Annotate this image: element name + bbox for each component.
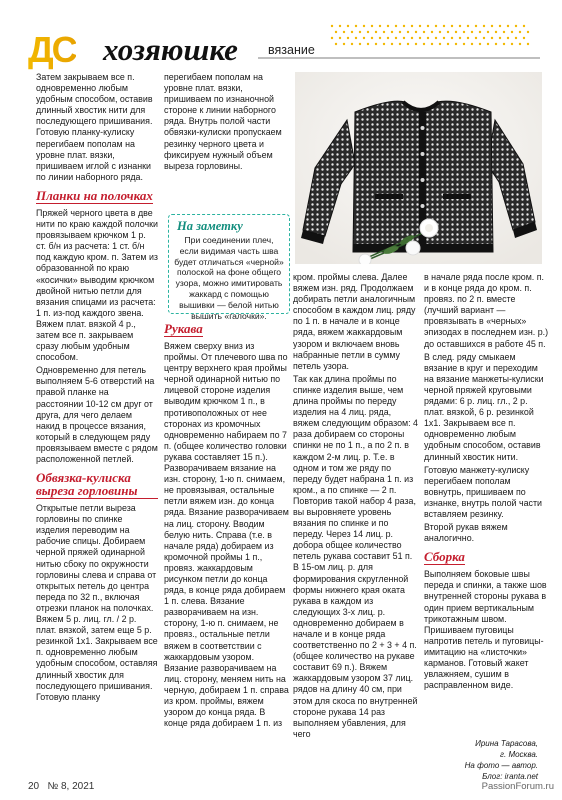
text-column-1 [36,72,158,705]
author-blog: Блог: iranta.net [482,772,538,781]
heading-planki: Планки на полочках [36,187,153,203]
magazine-logo: ДС [28,29,76,70]
page-header [28,30,538,70]
tip-box [168,214,290,321]
text-column-2-top [164,72,289,174]
site-watermark: PassionForum.ru [481,781,554,792]
planki-paragraph: Пряжей черного цвета в две нити по краю каждой полочки провязываем крючком 1 р. ст. б/н из расчета: 1 ст. б/н под каждую кром. п. Затем из образованной по краю «косички» выводим крючком двойной нитью петли для вязания спицами из расчета: 1 п. из-под каждого звена. Вяжем плат. вязкой 4 р., затем все п. закрываем сразу любым удобным способом. [36,207,159,363]
issue-number: № 8, 2021 [47,781,95,792]
tip-title: На заметку [177,219,243,233]
page-number: 20 [28,781,40,792]
text-column-3 [293,272,418,742]
author-signature [424,738,538,782]
heading-rukava: Рукава [164,321,203,336]
section-title: хозяюшке [103,32,238,67]
col4-paragraph-3: Готовую манжету-кулиску перегибаем пополам вовнутрь, пришиваем по изнанке, внутрь полой части вставляем резинку. [424,464,542,519]
sborka-paragraph: Выполняем боковые швы переда и спинки, а также шов внутренней стороны рукава в один прием вертикальным трикотажным швом. Пришиваем пуговицы напротив петель и пуговицы-имитацию на «листочки» карманов. Готовый жакет увлажняем, сушим в расправленном виде. [424,569,547,691]
col3-paragraph-1: кром. проймы слева. Далее вяжем изн. ряд. Продолжаем добирать петли аналогичным способом в каждом лиц. ряду по 1 п. в начале и в конце ряда, вяжем жаккардовым узором и включаем вновь набранные петли в сумму петель узора. [293,272,416,371]
col4-paragraph-4: Второй рукав вяжем аналогично. [424,522,508,544]
heading-sborka: Сборка [424,549,465,565]
author-city: г. Москва. [500,750,538,759]
rukava-paragraph: Вяжем сверху вниз из проймы. От плечевого шва по центру верхнего края проймы черной одинарной нитью по лицевой стороне изделия выводим крючком 1 п., в противоположных от нее сторонах из кромочных одновременно набираем по 7 п. (общее количество головки рукава составляет 15 п.). Разворачиваем вязание на изн. сторону, 1-ю п. снимаем, не провязывая, остальные петли вяжем изн. до конца ряда. Вязание разворачиваем на лиц. сторону. Вводим белую нить. Справа (т.е. в начале ряда) добираем из кромочной проймы 1 п., провяз. жаккардовым рисунком петли до конца ряда, в конце ряда добираем 1 п. слева. Вязание разворачиваем на изн. сторону, 1-ю п. снимаем, не провяз., остальные петли вяжем в соответствии с жаккардовым узором. Вязание разворачиваем на лиц. сторону, меняем нить на черную, добираем 1 п. справа из кром. проймы, вяжем узором до конца ряда. В конце ряда добираем 1 п. из [164,341,289,729]
photo-credit: На фото — автор. [464,761,538,770]
obvyazka-paragraph: Открытые петли выреза горловины по спинке изделия переводим на рабочие спицы. Добираем черной пряжей одинарной нитью сбоку по окружности горловины слева и справа от открытых петель до центра переда по 32 п., включая отрезки планок на полочках. Вяжем 5 р. лиц. гл. / 2 р. плат. вязкой, затем еще 5 р. резинкой 1х1. Закрываем все п. одновременно любым удобным способом, оставляя длинный хвостик для последующего пришивания. Готовую планку [36,503,158,702]
page-footer [28,781,94,792]
knitted-jacket-illustration [295,72,542,264]
author-name: Ирина Тарасова, [475,739,538,748]
text-column-4 [424,272,549,693]
col4-paragraph-1: в начале ряда после кром. п. и в конце ряда до кром. п. провяз. по 2 п. вместе (лучший вариант — провязывать в «черных» эпизодах в последнем изн. р.) до оставшихся в работе 45 п. [424,272,549,349]
tip-text: При соединении плеч, если видимая часть шва будет отличаться «черной» полоской на фоне общего узора, можно имитировать жаккард с помощью вышивки — белой нитью вышить «галочки». [174,235,284,321]
rubric-label: вязание [268,43,315,57]
heading-obvyazka: Обвязка-кулиска выреза горловины [36,471,158,499]
cardigan-photo [295,72,542,264]
col4-paragraph-2: В след. ряду смыкаем вязание в круг и переходим на вязание манжеты-кулиски черной пряжей круговыми рядами: 6 р. лиц. гл., 2 р. плат. вязкой, 6 р. резинкой 1х1. Закрываем все п. одновременно любым удобным способом, оставив длинный хвостик нити. [424,351,544,462]
col3-paragraph-2: Так как длина проймы по спинке изделия выше, чем длина проймы по переду изделия на 4 лиц. ряда, вяжем следующим образом: 4 раза добираем со стороны спинки не по 1 п., а по 2 п. в каждом 2-м лиц. р. Т.е. в одном и том же ряду по переду будет набрана 1 п. из кром., а по спинке — 2 п. Повторив такой набор 4 раза, вы выровняете уровень вязания по спинке и по переду. Через 14 лиц. р. добора общее количество петель рукава составит 51 п. В 15-ом лиц. р. для формирования скругленной формы нижнего края оката рукава в каждом из следующих 3-х лиц. р. одновременно добираем в начале и в конце ряда соответственно по 2 + 3 + 4 п. (общее количество на рукаве составит 69 п.). Вяжем жаккардовым узором 37 лиц. рядов на длину 40 см, при этом для скоса по внутренней стороне рукава 14 раз выполняем убавления, для чего [293,373,418,739]
text-column-2-bottom [164,322,289,731]
petli-paragraph: Одновременно для петель выполняем 5-6 отверстий на правой планке на расстоянии 10-12 см друг от друга, для чего делаем накид в процессе вязания, который в следующем ряду провязываем вместе с рядом расположенной петлей. [36,365,158,464]
intro-paragraph: Затем закрываем все п. одновременно любым удобным способом, оставив длинный хвостик нити для последующего пришивания. Готовую планку-кулиску перегибаем пополам на уровне плат. вязки, пришиваем иглой с изнанки по линии наборного ряда. [36,72,153,182]
kuliska-paragraph: перегибаем пополам на уровне плат. вязки, пришиваем по изнаночной стороне к линии наборного ряда. Внутрь полой части обвязки-кулиски пропускаем резинку черного цвета и фиксируем нужный объем выреза горловины. [164,72,282,171]
